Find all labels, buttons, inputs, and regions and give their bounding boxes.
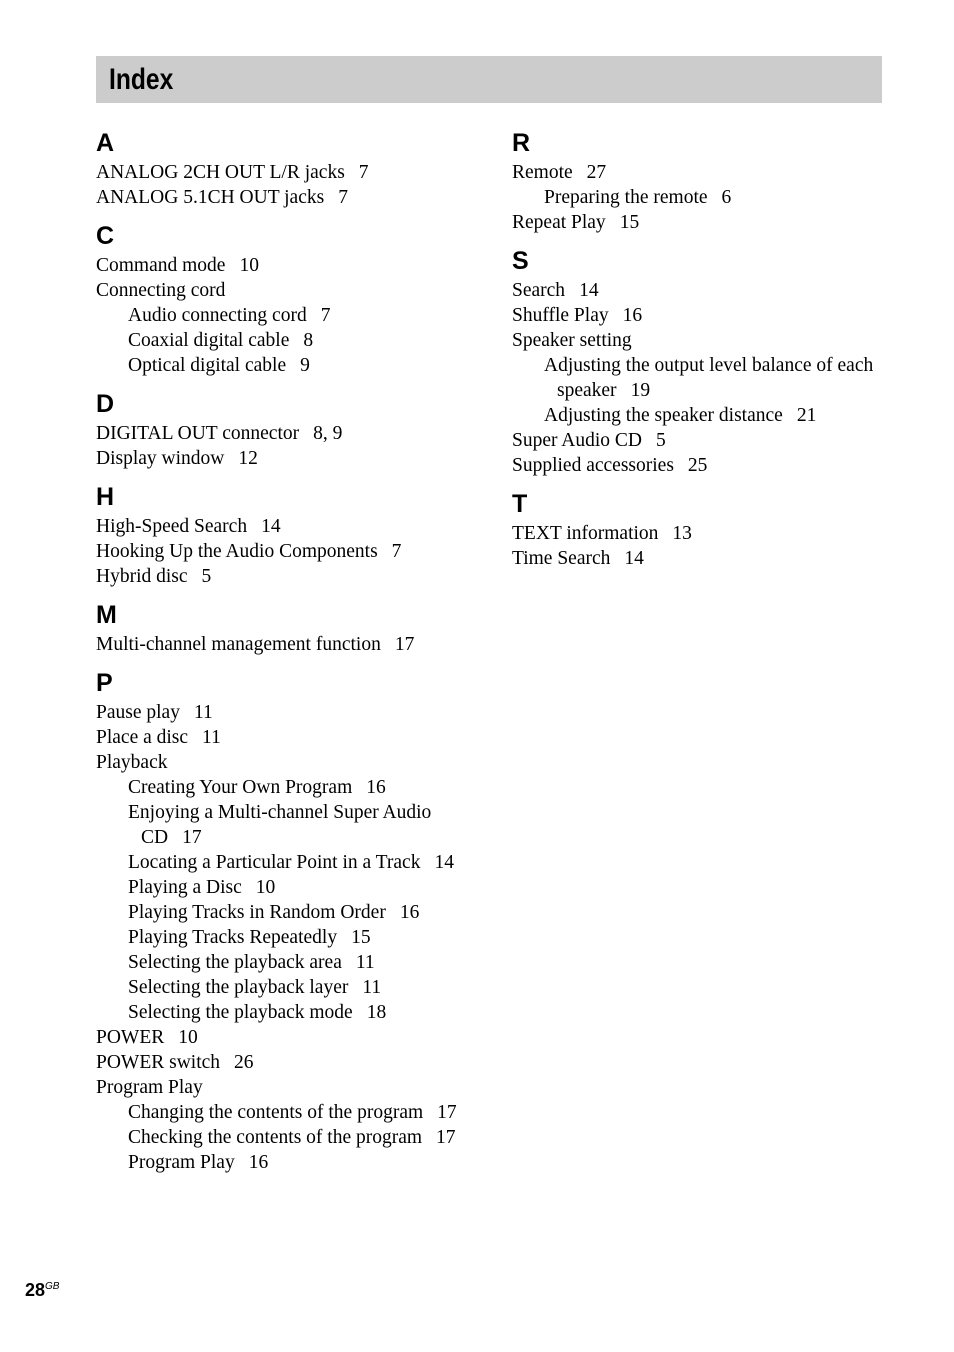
- entry-text: Repeat Play: [512, 212, 606, 233]
- index-entry: [96, 700, 496, 725]
- entry-text: Locating a Particular Point in a Track: [128, 852, 421, 873]
- index-entry: [96, 278, 496, 303]
- index-entry: [96, 253, 496, 278]
- index-entry: [512, 160, 892, 185]
- entry-text: Playing Tracks in Random Order: [128, 902, 386, 923]
- entry-text: Enjoying a Multi-channel Super Audio CD: [128, 802, 432, 848]
- index-right-column: [512, 126, 892, 580]
- entry-text: Audio connecting cord: [128, 305, 307, 326]
- section-letter: S: [512, 247, 529, 275]
- index-entry: [96, 725, 496, 750]
- entry-text: Selecting the playback mode: [128, 1002, 353, 1023]
- entry-page-ref: 15: [351, 927, 371, 948]
- entry-page-ref: 5: [656, 430, 666, 451]
- entry-text: Display window: [96, 448, 225, 469]
- entry-text: Shuffle Play: [512, 305, 609, 326]
- index-subentry: [96, 328, 496, 353]
- index-entry: [512, 210, 892, 235]
- page-number: [25, 1280, 59, 1301]
- index-subentry: [96, 1150, 496, 1175]
- entry-text: Program Play: [128, 1152, 235, 1173]
- index-subentry: [96, 303, 496, 328]
- entry-page-ref: 14: [579, 280, 599, 301]
- entry-page-ref: 8: [303, 330, 314, 351]
- entry-text: Multi-channel management function: [96, 634, 381, 655]
- entry-text: POWER switch: [96, 1052, 221, 1073]
- entry-page-ref: 7: [320, 305, 331, 326]
- entry-page-ref: 6: [721, 187, 732, 208]
- index-entry: [512, 546, 892, 571]
- entry-page-ref: 8, 9: [313, 423, 343, 444]
- index-entry: [96, 1075, 496, 1100]
- index-section-t: [512, 487, 892, 571]
- index-subentry: [512, 353, 892, 403]
- section-letter: M: [96, 601, 117, 629]
- index-entry: [512, 521, 892, 546]
- entry-text: Place a disc: [96, 727, 189, 748]
- index-entry: [512, 453, 892, 478]
- index-section-a: [96, 126, 496, 210]
- index-entry: [96, 1025, 496, 1050]
- section-letter: A: [96, 129, 115, 157]
- entry-page-ref: 11: [362, 977, 382, 998]
- entry-text: Pause play: [96, 702, 180, 723]
- section-letter: R: [512, 129, 531, 157]
- entry-text: Selecting the playback area: [128, 952, 342, 973]
- entry-page-ref: 19: [630, 380, 651, 401]
- entry-text: Search: [512, 280, 566, 301]
- entry-page-ref: 14: [624, 548, 644, 569]
- index-section-c: [96, 219, 496, 378]
- entry-page-ref: 17: [182, 827, 202, 848]
- index-entry: [96, 514, 496, 539]
- index-entry: [512, 328, 892, 353]
- index-section-m: [96, 598, 496, 657]
- entry-page-ref: 10: [178, 1027, 198, 1048]
- entry-page-ref: 13: [672, 523, 692, 544]
- section-letter: H: [96, 483, 115, 511]
- entry-page-ref: 7: [338, 187, 348, 208]
- entry-text: Creating Your Own Program: [128, 777, 353, 798]
- entry-page-ref: 7: [358, 162, 369, 183]
- page-number-value: 28: [25, 1280, 46, 1300]
- page-number-suffix: GB: [45, 1281, 60, 1292]
- entry-page-ref: 27: [586, 162, 607, 183]
- entry-page-ref: 16: [399, 902, 420, 923]
- index-subentry: [512, 403, 892, 428]
- index-entry: [96, 185, 496, 210]
- entry-page-ref: 14: [261, 516, 281, 537]
- entry-text: High-Speed Search: [96, 516, 248, 537]
- entry-text: Connecting cord: [96, 280, 226, 301]
- entry-text: Adjusting the speaker distance: [544, 405, 783, 426]
- index-entry: [96, 160, 496, 185]
- index-entry: [512, 428, 892, 453]
- section-letter: D: [96, 390, 115, 418]
- index-entry: [96, 539, 496, 564]
- entry-text: Coaxial digital cable: [128, 330, 290, 351]
- index-subentry: [96, 850, 496, 875]
- index-entry: [96, 1050, 496, 1075]
- entry-page-ref: 5: [201, 566, 212, 587]
- entry-page-ref: 11: [202, 727, 221, 748]
- section-letter: C: [96, 222, 115, 250]
- index-subentry: [96, 800, 496, 850]
- index-subentry: [96, 950, 496, 975]
- index-subentry: [96, 353, 496, 378]
- entry-page-ref: 17: [437, 1102, 457, 1123]
- index-entry: [96, 750, 496, 775]
- entry-page-ref: 10: [239, 255, 259, 276]
- index-subentry: [96, 875, 496, 900]
- entry-page-ref: 26: [234, 1052, 254, 1073]
- entry-text: TEXT information: [512, 523, 659, 544]
- entry-text: Hooking Up the Audio Components: [96, 541, 378, 562]
- entry-text: Adjusting the output level balance of each speaker: [544, 355, 874, 401]
- entry-text: Selecting the playback layer: [128, 977, 349, 998]
- index-subentry: [512, 185, 892, 210]
- index-section-p: [96, 666, 496, 1175]
- entry-text: Time Search: [512, 548, 611, 569]
- page-title: Index: [109, 63, 174, 96]
- entry-text: DIGITAL OUT connector: [96, 423, 300, 444]
- index-entry: [512, 303, 892, 328]
- entry-page-ref: 16: [622, 305, 643, 326]
- entry-text: ANALOG 2CH OUT L/R jacks: [96, 162, 345, 183]
- index-left-column: [96, 126, 496, 1184]
- entry-text: Optical digital cable: [128, 355, 287, 376]
- entry-page-ref: 25: [687, 455, 708, 476]
- index-subentry: [96, 1100, 496, 1125]
- entry-page-ref: 12: [238, 448, 258, 469]
- entry-page-ref: 17: [394, 634, 415, 655]
- entry-text: ANALOG 5.1CH OUT jacks: [96, 187, 325, 208]
- entry-page-ref: 10: [255, 877, 276, 898]
- entry-text: Checking the contents of the program: [128, 1127, 423, 1148]
- entry-text: Speaker setting: [512, 330, 632, 351]
- index-subentry: [96, 775, 496, 800]
- entry-text: Playback: [96, 752, 168, 773]
- entry-page-ref: 14: [434, 852, 454, 873]
- entry-page-ref: 17: [436, 1127, 456, 1148]
- index-section-s: [512, 244, 892, 478]
- entry-page-ref: 16: [248, 1152, 269, 1173]
- entry-text: POWER: [96, 1027, 165, 1048]
- index-entry: [96, 446, 496, 471]
- entry-text: Preparing the remote: [544, 187, 708, 208]
- index-title-bar: [96, 56, 882, 103]
- index-subentry: [96, 975, 496, 1000]
- index-entry: [512, 278, 892, 303]
- index-entry: [96, 564, 496, 589]
- entry-page-ref: 16: [366, 777, 386, 798]
- entry-text: Program Play: [96, 1077, 203, 1098]
- entry-page-ref: 7: [391, 541, 402, 562]
- entry-text: Remote: [512, 162, 573, 183]
- index-entry: [96, 632, 496, 657]
- entry-text: Playing a Disc: [128, 877, 242, 898]
- entry-text: Playing Tracks Repeatedly: [128, 927, 338, 948]
- entry-page-ref: 11: [193, 702, 213, 723]
- index-entry: [96, 421, 496, 446]
- index-subentry: [96, 1000, 496, 1025]
- index-section-r: [512, 126, 892, 235]
- entry-text: Supplied accessories: [512, 455, 674, 476]
- index-subentry: [96, 900, 496, 925]
- index-subentry: [96, 925, 496, 950]
- section-letter: T: [512, 490, 528, 518]
- entry-text: Hybrid disc: [96, 566, 188, 587]
- index-subentry: [96, 1125, 496, 1150]
- entry-page-ref: 11: [355, 952, 375, 973]
- entry-page-ref: 9: [300, 355, 310, 376]
- index-section-d: [96, 387, 496, 471]
- entry-page-ref: 15: [619, 212, 640, 233]
- entry-page-ref: 21: [796, 405, 817, 426]
- index-section-h: [96, 480, 496, 589]
- entry-text: Super Audio CD: [512, 430, 643, 451]
- section-letter: P: [96, 669, 113, 697]
- entry-text: Changing the contents of the program: [128, 1102, 424, 1123]
- entry-page-ref: 18: [366, 1002, 387, 1023]
- entry-text: Command mode: [96, 255, 226, 276]
